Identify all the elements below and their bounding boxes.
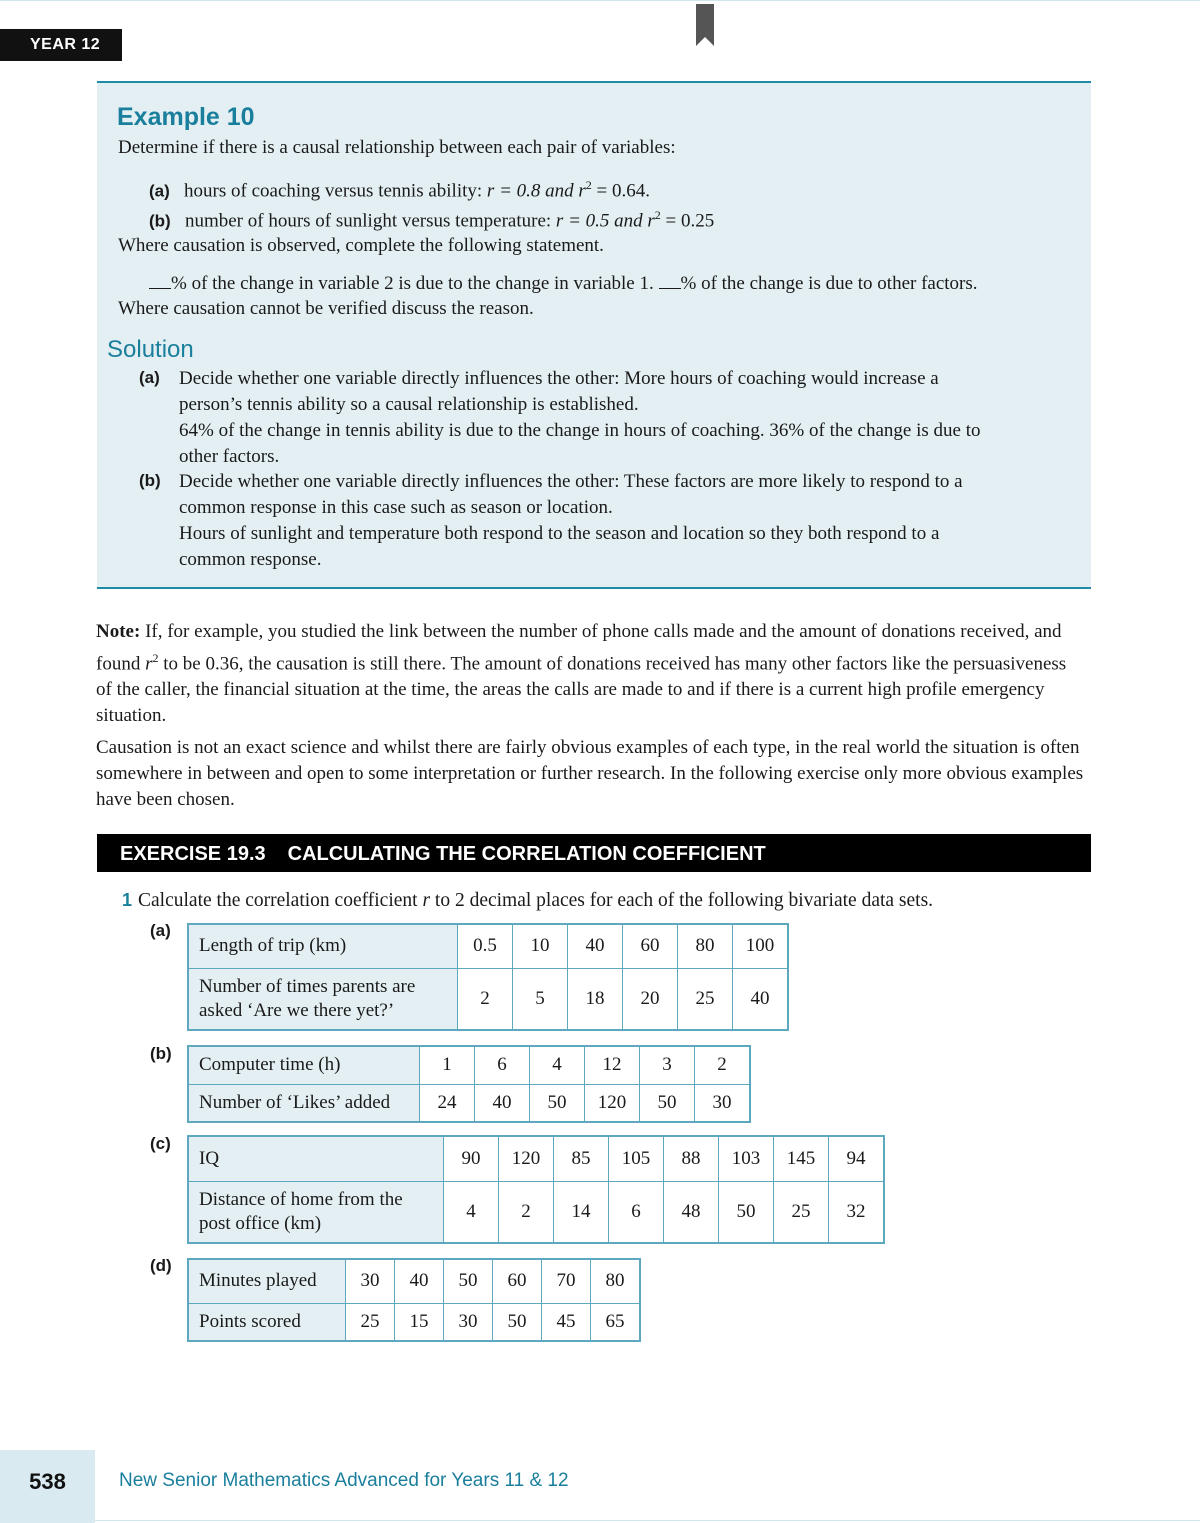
example-box	[97, 81, 1091, 589]
page-number: 538	[0, 1450, 95, 1523]
table-cell: 4	[530, 1046, 585, 1084]
solution-line: other factors.	[179, 446, 280, 467]
part-r: r = 0.5 and	[555, 210, 648, 232]
table-cell: 3	[640, 1046, 695, 1084]
part-r2: = 0.25	[660, 210, 715, 232]
part-r: r = 0.8 and	[486, 180, 579, 202]
table-cell: 120	[585, 1084, 640, 1122]
row-header: IQ	[188, 1136, 444, 1181]
solution-line: Decide whether one variable directly influences the other: More hours of coaching would increase a	[179, 368, 939, 389]
table-cell: 40	[475, 1084, 530, 1122]
table-cell: 25	[346, 1303, 395, 1341]
note-label: Note:	[96, 621, 141, 642]
example-title: Example 10	[117, 103, 255, 131]
causation-statement	[149, 271, 978, 297]
data-table-c	[187, 1135, 885, 1244]
table-cell: 24	[420, 1084, 475, 1122]
table-cell: 0.5	[458, 924, 513, 968]
row-header	[188, 1181, 444, 1243]
solution-label-b: (b)	[139, 471, 161, 490]
table-cell: 2	[695, 1046, 751, 1084]
table-cell: 32	[829, 1181, 885, 1243]
solution-line: common response in this case such as season or location.	[179, 497, 613, 518]
statement-part-a: % of the change in variable 2 is due to the change in variable 1.	[171, 273, 659, 294]
row-header: Points scored	[188, 1303, 346, 1341]
table-cell: 80	[678, 924, 733, 968]
table-cell: 40	[733, 968, 789, 1030]
table-cell: 2	[458, 968, 513, 1030]
row-header-line: Number of times parents are	[199, 975, 416, 997]
year-tag: YEAR 12	[0, 29, 122, 61]
table-cell: 10	[513, 924, 568, 968]
table-cell: 90	[444, 1136, 499, 1181]
table-cell: 50	[530, 1084, 585, 1122]
table-cell: 30	[346, 1259, 395, 1303]
not-verified-line: Where causation cannot be verified discuss the reason.	[118, 298, 534, 319]
row-header-line: Distance of home from the	[199, 1188, 403, 1210]
table-cell: 65	[591, 1303, 641, 1341]
table-label-c: (c)	[150, 1134, 171, 1153]
table-label-d: (d)	[150, 1256, 172, 1275]
top-rule	[0, 0, 1200, 1]
data-table-b	[187, 1045, 751, 1123]
solution-label-a: (a)	[139, 368, 160, 387]
solution-line: 64% of the change in tennis ability is due to the change in hours of coaching. 36% of the change is due to	[179, 420, 981, 441]
table-cell: 40	[395, 1259, 444, 1303]
exercise-header	[97, 834, 1091, 872]
table-cell: 14	[554, 1181, 609, 1243]
table-cell: 100	[733, 924, 789, 968]
table-cell: 30	[444, 1303, 493, 1341]
table-cell: 25	[774, 1181, 829, 1243]
row-header: Length of trip (km)	[188, 924, 458, 968]
blank	[149, 274, 171, 289]
row-header: Number of ‘Likes’ added	[188, 1084, 420, 1122]
table-cell: 120	[499, 1136, 554, 1181]
data-table-a	[187, 923, 789, 1031]
table-cell: 45	[542, 1303, 591, 1341]
table-cell: 20	[623, 968, 678, 1030]
note-text-1: If, for example, you studied the link between the number of phone calls made and the amount of donations received, and found	[96, 621, 1062, 675]
exercise-title: CALCULATING THE CORRELATION COEFFICIENT	[287, 843, 766, 865]
row-header: Computer time (h)	[188, 1046, 420, 1084]
bottom-rule	[95, 1520, 1200, 1521]
table-cell: 88	[664, 1136, 719, 1181]
table-cell: 5	[513, 968, 568, 1030]
table-cell: 50	[444, 1259, 493, 1303]
data-table-d	[187, 1258, 641, 1342]
table-cell: 145	[774, 1136, 829, 1181]
table-cell: 103	[719, 1136, 774, 1181]
table-cell: 80	[591, 1259, 641, 1303]
part-r2: = 0.64.	[591, 180, 651, 202]
table-cell: 6	[609, 1181, 664, 1243]
solution-line: person’s tennis ability so a causal relationship is established.	[179, 394, 639, 415]
solution-line: Decide whether one variable directly influences the other: These factors are more likely to respond to a	[179, 471, 963, 492]
exercise-number: EXERCISE 19.3	[120, 843, 266, 865]
table-cell: 105	[609, 1136, 664, 1181]
table-cell: 85	[554, 1136, 609, 1181]
question-1: 1 Calculate the correlation coefficient r to 2 decimal places for each of the following bivariate data sets.	[122, 890, 934, 911]
note-paragraph: Note: If, for example, you studied the link between the number of phone calls made and the amount of donations received, and found $r^2$ to be 0.36, the causation is still there. The amount of donations received has many other factors like the persuasiveness of the caller, the financial situation at the time, the areas the calls are made to and if there is a current high profile emergency situation.	[96, 621, 1067, 727]
solution-line: common response.	[179, 549, 322, 570]
table-cell: 1	[420, 1046, 475, 1084]
table-cell: 50	[719, 1181, 774, 1243]
solution-a	[179, 366, 980, 470]
note-section	[96, 619, 1086, 819]
part-text: hours of coaching versus tennis ability:	[184, 180, 487, 202]
table-cell: 60	[493, 1259, 542, 1303]
row-header: Minutes played	[188, 1259, 346, 1303]
table-cell: 2	[499, 1181, 554, 1243]
row-header-line: asked ‘Are we there yet?’	[199, 999, 395, 1021]
example-part-a: (a) hours of coaching versus tennis ability: r = 0.8 and $r^2 = 0.64$.	[149, 178, 651, 202]
table-cell: 40	[568, 924, 623, 968]
question-text-post: to 2 decimal places for each of the following bivariate data sets.	[430, 890, 934, 911]
blank	[659, 274, 681, 289]
note-text-2: to be 0.36, the causation is still there. The amount of donations received has many other factors like the persuasiveness of the caller, the financial situation at the time, the areas the calls are made to and if there is a current high profile emergency situation.	[96, 653, 1067, 727]
bookmark-icon[interactable]	[696, 4, 714, 46]
part-label: (b)	[149, 211, 171, 231]
part-label: (a)	[149, 181, 170, 201]
row-header-line: post office (km)	[199, 1212, 322, 1234]
solution-line: Hours of sunlight and temperature both respond to the season and location so they both respond to a	[179, 523, 940, 544]
table-cell: 30	[695, 1084, 751, 1122]
part-text: number of hours of sunlight versus temperature:	[184, 210, 556, 232]
solution-title: Solution	[107, 336, 194, 363]
example-intro: Determine if there is a causal relationship between each pair of variables:	[118, 137, 676, 158]
question-number: 1	[122, 890, 133, 910]
row-header	[188, 968, 458, 1030]
table-cell: 70	[542, 1259, 591, 1303]
table-cell: 60	[623, 924, 678, 968]
solution-b	[179, 469, 963, 573]
book-title: New Senior Mathematics Advanced for Years 11 & 12	[119, 1470, 569, 1491]
example-part-b: (b) number of hours of sunlight versus temperature: r = 0.5 and $r^2 = 0.25$	[149, 208, 715, 232]
causation-line: Where causation is observed, complete the following statement.	[118, 235, 604, 256]
table-cell: 94	[829, 1136, 885, 1181]
table-cell: 48	[664, 1181, 719, 1243]
table-label-a: (a)	[150, 921, 171, 940]
table-cell: 4	[444, 1181, 499, 1243]
table-cell: 18	[568, 968, 623, 1030]
table-cell: 50	[640, 1084, 695, 1122]
question-text-pre: Calculate the correlation coefficient	[138, 890, 423, 911]
note-paragraph-2: Causation is not an exact science and whilst there are fairly obvious examples of each type, in the real world the situation is often somewhere in between and open to some interpretation or further research. In the following exercise only more obvious examples have been chosen.	[96, 737, 1084, 811]
table-cell: 50	[493, 1303, 542, 1341]
statement-part-b: % of the change is due to other factors.	[680, 273, 978, 294]
table-cell: 6	[475, 1046, 530, 1084]
table-cell: 12	[585, 1046, 640, 1084]
table-cell: 15	[395, 1303, 444, 1341]
table-label-b: (b)	[150, 1044, 172, 1063]
table-cell: 25	[678, 968, 733, 1030]
